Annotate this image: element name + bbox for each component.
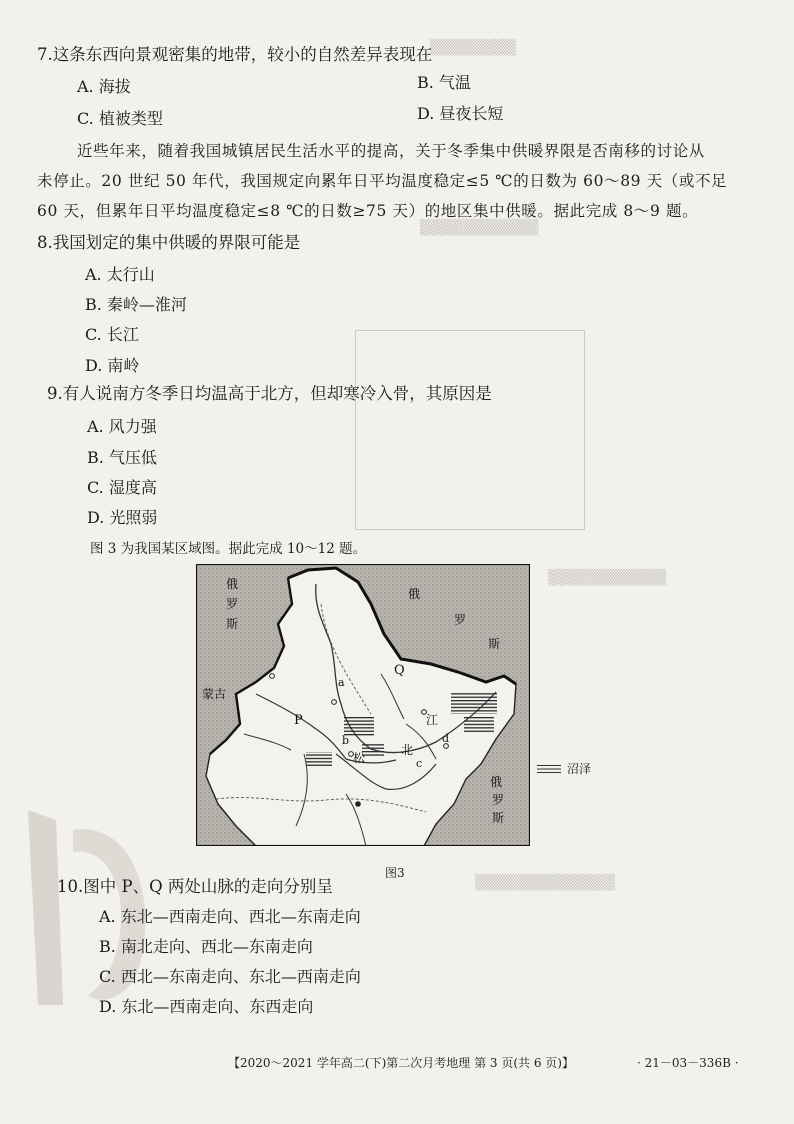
swamp-area: [344, 716, 374, 736]
q7-option-c[interactable]: C. 植被类型: [77, 109, 163, 128]
label-russia-se-3: 斯: [492, 811, 505, 825]
q7-option-d[interactable]: D. 昼夜长短: [417, 104, 504, 123]
q8-option-a[interactable]: A. 太行山: [85, 265, 155, 284]
label-mountain-p: P: [294, 713, 303, 728]
passage-line-1: 近些年来，随着我国城镇居民生活水平的提高，关于冬季集中供暖界限是否南移的讨论从: [77, 142, 705, 160]
q10-option-b[interactable]: B. 南北走向、西北—东南走向: [99, 937, 313, 956]
q8-option-b[interactable]: B. 秦岭—淮河: [85, 295, 187, 314]
q10-stem: 10.图中 P、Q 两处山脉的走向分别呈: [57, 877, 333, 896]
label-russia-ne-1: 俄: [408, 587, 421, 601]
footer-page-info: 【2020～2021 学年高二(下)第二次月考地理 第 3 页(共 6 页)】: [228, 1056, 574, 1070]
label-bei: 北: [401, 743, 414, 757]
figure-3-intro: 图 3 为我国某区域图。据此完成 10～12 题。: [90, 541, 367, 557]
region-map: [196, 564, 530, 846]
label-russia-ne-2: 罗: [454, 613, 467, 627]
footer-code: · 21－03－336B ·: [637, 1056, 739, 1070]
swamp-area: [306, 752, 332, 766]
passage-line-3: 60 天，但累年日平均温度稳定≤8 ℃的日数≥75 天）的地区集中供暖。据此完成 8～9 题。: [37, 202, 699, 220]
label-russia-se-1: 俄: [490, 775, 503, 789]
bleed-text: ▒▒▒▒▒▒▒▒▒▒▒▒▒: [475, 875, 615, 891]
city-marker: [355, 801, 361, 807]
q8-option-c[interactable]: C. 长江: [85, 325, 139, 344]
label-russia-ne-3: 斯: [488, 637, 501, 651]
q9-option-c[interactable]: C. 湿度高: [87, 478, 157, 497]
q9-stem: 9.有人说南方冬季日均温高于北方，但却寒冷入骨，其原因是: [47, 384, 492, 403]
swamp-area: [451, 692, 497, 714]
q9-option-a[interactable]: A. 风力强: [87, 417, 157, 436]
q8-option-d[interactable]: D. 南岭: [85, 356, 140, 375]
label-mongolia: 蒙古: [202, 687, 227, 701]
bleed-map: [355, 330, 585, 530]
label-point-a: a: [338, 676, 345, 689]
swamp-legend-label: 沼泽: [567, 762, 592, 776]
q10-option-a[interactable]: A. 东北—西南走向、西北—东南走向: [99, 907, 361, 926]
q8-stem: 8.我国划定的集中供暖的界限可能是: [37, 233, 301, 252]
label-russia-nw-1: 俄: [226, 577, 239, 591]
region-map-svg: [196, 564, 530, 846]
label-point-b: b: [342, 734, 350, 747]
bleed-text: ▒▒▒▒▒▒▒▒▒▒▒: [420, 220, 539, 236]
label-mountain-q: Q: [394, 663, 405, 678]
label-point-c: c: [416, 757, 423, 770]
bleed-text: ▒▒▒▒▒▒▒▒▒▒▒: [548, 570, 667, 586]
q10-option-d[interactable]: D. 东北—西南走向、东西走向: [99, 997, 314, 1016]
label-song: 松: [353, 751, 366, 765]
bleed-text: ▒▒▒▒▒▒▒▒: [430, 40, 517, 56]
passage-line-2: 未停止。20 世纪 50 年代，我国规定向累年日平均温度稳定≤5 ℃的日数为 60～89 天（或不足: [37, 172, 728, 190]
label-point-d: d: [442, 732, 450, 745]
label-jiang: 江: [426, 713, 439, 727]
q7-stem: 7.这条东西向景观密集的地带，较小的自然差异表现在: [37, 45, 433, 64]
swamp-legend-swatch: [537, 765, 561, 775]
swamp-area: [362, 744, 384, 756]
label-russia-se-2: 罗: [492, 793, 505, 807]
q7-option-a[interactable]: A. 海拔: [77, 77, 131, 96]
label-russia-nw-3: 斯: [226, 617, 239, 631]
q9-option-d[interactable]: D. 光照弱: [87, 508, 158, 527]
swamp-area: [464, 716, 494, 734]
q7-option-b[interactable]: B. 气温: [417, 73, 471, 92]
figure-caption: 图3: [385, 866, 405, 880]
label-russia-nw-2: 罗: [226, 597, 239, 611]
map-legend: [537, 760, 591, 777]
q9-option-b[interactable]: B. 气压低: [87, 448, 157, 467]
q10-option-c[interactable]: C. 西北—东南走向、东北—西南走向: [99, 967, 361, 986]
